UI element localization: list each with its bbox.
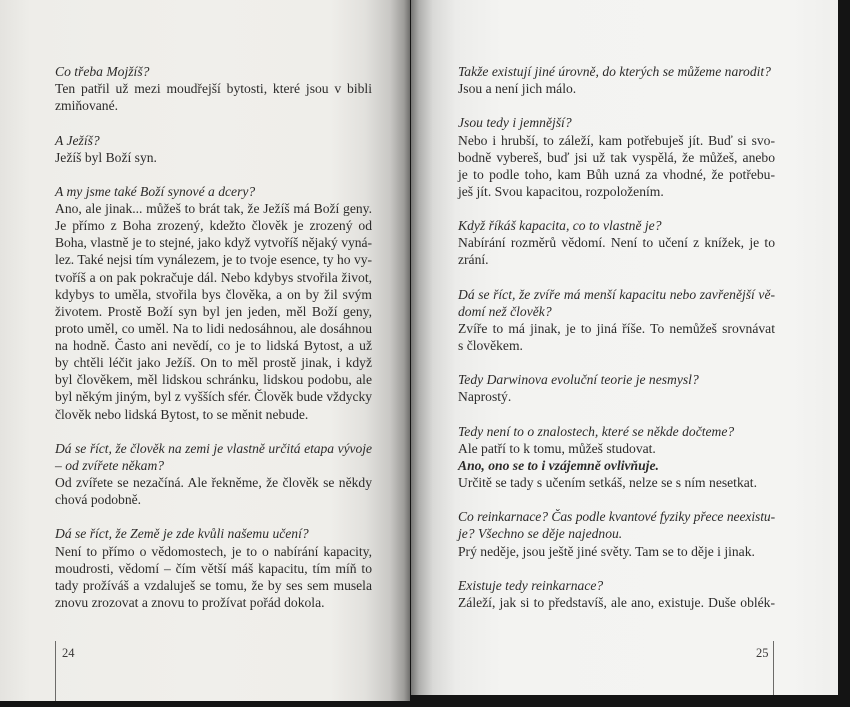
question-line: – od zvířete někam?	[55, 457, 165, 473]
question-line: je? Všechno se děje najednou.	[458, 526, 623, 542]
question-line: Takže existují jiné úrovně, do kterých se můžeme narodit?	[458, 64, 771, 79]
answer-line: Ale patří to k tomu, můžeš studovat.	[458, 440, 656, 456]
answer-line: životem. Prostě Boží syn byl jen jeden, měl Boží geny,	[55, 303, 372, 319]
question-line: Existuje tedy reinkarnace?	[458, 577, 604, 593]
answer-line: Od zvířete se nezačíná. Ale řekněme, že člověk se někdy	[55, 475, 372, 490]
qa-block	[55, 183, 372, 423]
folio-rule	[773, 641, 774, 695]
answer-line: byl člověkem, měl lidskou schránku, lidskou podobu, ale	[55, 372, 372, 388]
qa-block	[458, 63, 775, 97]
qa-block	[458, 371, 775, 405]
qa-block	[458, 286, 775, 355]
answer-line: Určitě se tady s učením setkáš, nelze se s ním nesetkat.	[458, 475, 757, 490]
question-line: Jsou tedy i jemnější?	[458, 115, 572, 131]
answer-line: moudrosti, vědomí – čím větší máš kapacitu, tím míň to	[55, 560, 372, 576]
answer-line: Záleží, jak si to představíš, ale ano, existuje. Duše oblék-	[458, 594, 775, 610]
question-line: A my jsme také Boží synové a dcery?	[55, 183, 256, 199]
answer-line: člověk nebo lidská Bytost, to se měnit nebude.	[55, 406, 309, 422]
answer-line: Zvíře to má jinak, je to jiná říše. To nemůžeš srovnávat	[458, 320, 775, 336]
question-line: Tedy Darwinova evoluční teorie je nesmysl?	[458, 372, 699, 388]
qa-block	[55, 440, 372, 509]
question-line: Když říkáš kapacita, co to vlastně je?	[458, 218, 662, 234]
answer-line: Nebo i hrubší, to záleží, kam potřebuješ jít. Buď si svo-	[458, 132, 775, 148]
page-number: 24	[62, 646, 75, 660]
answer-line: Jsou a není jich málo.	[458, 81, 577, 97]
qa-block	[458, 217, 775, 268]
answer-line: lez. Také nejsi tím vynálezem, je to tvoje esence, ty ho vy-	[55, 252, 372, 268]
answer-line: Nabírání rozměrů vědomí. Není to učení z knížek, je to	[458, 235, 775, 251]
question-line: Dá se říct, že Země je zde kvůli našemu učení?	[55, 526, 309, 542]
answer-line: Není to přímo o vědomostech, je to o nabírání kapacity,	[55, 543, 372, 559]
answer-line: byl někým jiným, byl z vyšších sfér. Člověk bude vždycky	[55, 389, 372, 405]
qa-block	[458, 508, 775, 559]
answer-line: zrání.	[458, 252, 489, 268]
question-line: domí než člověk?	[458, 303, 552, 319]
qa-block	[458, 114, 775, 200]
answer-line: chová podobně.	[55, 492, 142, 508]
answer-line: Ano, ale jinak... můžeš to brát tak, že Ježíš má Boží geny.	[55, 201, 372, 216]
answer-line: bodně vybereš, buď jsi už tak vyspělá, že můžeš, anebo	[458, 149, 775, 165]
qa-block	[55, 63, 372, 114]
answer-line: by chtěli léčit jako Ježíš. On to měl prostě jinak, i když	[55, 355, 372, 371]
answer-line: ješ jít. Svou kapacitou, rozpoložením.	[458, 183, 664, 199]
question-line: Dá se říct, že zvíře má menší kapacitu nebo zavřenější vě-	[458, 286, 775, 302]
qa-block	[55, 525, 372, 611]
answer-line: s člověkem.	[458, 338, 523, 353]
right-page-text	[458, 63, 775, 628]
left-page-text	[55, 63, 372, 628]
question-line: Co třeba Mojžíš?	[55, 64, 150, 79]
right-page	[411, 0, 838, 695]
answer-line: Ten patřil už mezi moudřejší bytosti, které jsou v bibli	[55, 81, 372, 97]
question-line: A Ježíš?	[55, 132, 100, 148]
answer-line: zmiňované.	[55, 98, 119, 114]
answer-line: Je přímo z Boha zrozený, kdežto člověk je zrozený od	[55, 218, 372, 234]
question-line: Tedy není to o znalostech, které se někde dočteme?	[458, 423, 735, 439]
answer-line: tvoříš a on pak pokračuje dál. Nebo kdybys stvořila život,	[55, 269, 372, 285]
question-line: Dá se říct, že člověk na zemi je vlastně určitá etapa vývoje	[55, 440, 372, 456]
emphasis-line: Ano, ono se to i vzájemně ovlivňuje.	[458, 457, 659, 473]
qa-block	[55, 132, 372, 166]
answer-line: tady prožíváš a vzdaluješ se tomu, že by ses sem musela	[55, 577, 372, 593]
question-line: Co reinkarnace? Čas podle kvantové fyziky přece neexistu-	[458, 509, 775, 525]
answer-line: proto uměl, co uměl. Na to lidi nedosáhnou, ale dosáhnou	[55, 320, 372, 336]
answer-line: Prý neděje, jsou ještě jiné světy. Tam se to děje i jinak.	[458, 543, 755, 559]
answer-line: kdybys to uměla, stvořila bys člověka, a on by žil svým	[55, 286, 372, 302]
answer-line: Boha, vlastně je to stejné, jako když vytvoříš nějaký vyná-	[55, 235, 372, 251]
page-number: 25	[756, 646, 769, 660]
answer-line: na hodně. Často ani nevědí, co je to lidská Bytost, a už	[55, 338, 372, 353]
left-page	[0, 0, 410, 701]
folio-rule	[55, 641, 56, 701]
answer-line: je to podle toho, kam Bůh uzná za vhodné, že potřebu-	[458, 166, 775, 182]
answer-line: znovu zrozovat a znovu to prožívat pořád dokola.	[55, 594, 325, 610]
qa-block	[458, 577, 775, 611]
answer-line: Naprostý.	[458, 389, 512, 405]
answer-line: Ježíš byl Boží syn.	[55, 149, 157, 165]
qa-block	[458, 423, 775, 492]
